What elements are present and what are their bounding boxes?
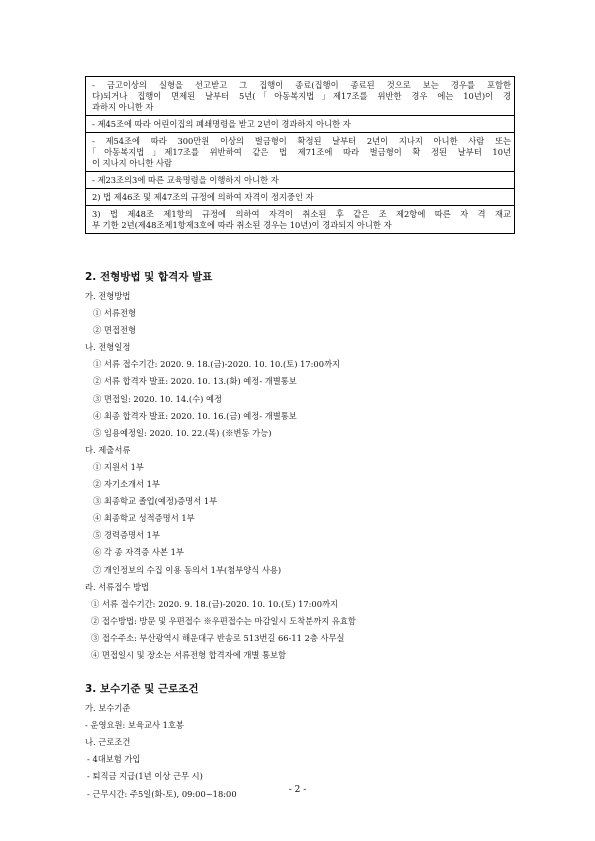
- box-item: [86, 77, 514, 116]
- list-item: ① 지원서 1부: [93, 461, 144, 472]
- section-2-a-title: 가. 전형방법: [85, 291, 131, 301]
- list-item: - 4대보험 가입: [87, 754, 141, 765]
- list-item: - 운영요원: 보육교사 1호봉: [85, 720, 184, 731]
- section-2-title: 2. 전형방법 및 합격자 발표: [85, 271, 213, 283]
- list-item: ④ 면접일시 및 장소는 서류전형 합격자에 개별 통보함: [91, 649, 287, 660]
- list-item: ⑦ 개인정보의 수집 이용 동의서 1부(첨부양식 사용): [93, 564, 282, 575]
- box-item: [86, 189, 514, 206]
- box-text: 3) 법 제48조 제1항의 규정에 의하여 자격이 취소된 후 같은 조 제2항에 따른 자 격 재교: [92, 209, 511, 219]
- list-item: ① 서류 접수기간: 2020. 9. 18.(금)-2020. 10. 10.(토) 17:00까지: [91, 598, 339, 609]
- list-item: ② 접수방법: 방문 및 우편접수 ※우편접수는 마감일시 도착분까지 유효함: [91, 615, 356, 626]
- box-text: - 제23조의3에 따른 교육명령을 이행하지 아니한 자: [92, 175, 279, 185]
- list-item: ⑤ 경력증명서 1부: [93, 530, 160, 541]
- list-item: ① 서류 접수기간: 2020. 9. 18.(금)-2020. 10. 10.(토) 17:00까지: [93, 359, 341, 370]
- box-item: [86, 206, 514, 233]
- list-item: ③ 최종학교 졸업(예정)증명서 1부: [93, 496, 218, 507]
- list-item: ③ 면접일: 2020. 10. 14.(수) 예정: [93, 393, 222, 404]
- section-3-title: 3. 보수기준 및 근로조건: [85, 683, 199, 696]
- section-2-d-title: 라. 서류접수 방법: [85, 581, 150, 592]
- list-item: - 근무시간: 주5일(화-토), 09:00~18:00: [87, 788, 237, 799]
- box-text: 다)되거나 집행이 면제된 날부터 5년(｢아동복지법｣제17조를 위반한 경우 에는 10년)이 경: [92, 91, 511, 101]
- box-text: - 제54조에 따라 300만원 이상의 벌금형이 확정된 날부터 2년이 지나지 아니한 사람 또는: [92, 136, 511, 146]
- box-text: 이 지나지 아니한 사람: [92, 158, 173, 168]
- box-text: ｢아동복지법｣제17조를 위반하여 같은 법 제71조에 따라 벌금형이 확 정된 날부터 10년: [92, 147, 511, 157]
- box-text: - 제45조에 따라 어린이집의 폐쇄명령을 받고 2년이 경과하지 아니한 자: [92, 119, 351, 129]
- box-text: 2) 법 제46조 및 제47조의 규정에 의하여 자격이 정지중인 자: [92, 192, 314, 202]
- main-content: [85, 270, 515, 803]
- list-item: ④ 최종 합격자 발표: 2020. 10. 16.(금) 예정- 개별통보: [93, 410, 297, 421]
- list-item: ④ 최종학교 성적증명서 1부: [93, 513, 195, 524]
- list-item: ⑥ 각 종 자격증 사본 1부: [93, 547, 184, 558]
- list-item: ② 자기소개서 1부: [93, 479, 160, 490]
- box-item: [86, 116, 514, 133]
- section-3-a-title: 가. 보수기준: [85, 703, 131, 714]
- box-text: 과하지 아니한 자: [92, 102, 154, 112]
- section-3-b-title: 나. 근로조건: [85, 737, 131, 748]
- list-item: - 퇴직금 지급(1년 이상 근무 시): [87, 771, 203, 782]
- box-text: - 금고이상의 실형을 선고받고 그 집행이 종료(집행이 종료된 것으로 보는 경우를 포함한: [92, 80, 511, 90]
- list-item: ⑤ 임용예정일: 2020. 10. 22.(목) (※변동 가능): [93, 427, 272, 438]
- list-item: ② 서류 합격자 발표: 2020. 10. 13.(화) 예정- 개별통보: [93, 376, 297, 387]
- box-text: 부 기한 2년(제48조제1항제3호에 따라 취소된 경우는 10년)이 경과되지 아니한 자: [92, 220, 392, 230]
- page-number: - 2 -: [288, 785, 307, 795]
- section-2-c-title: 다. 제출서류: [85, 444, 131, 455]
- box-item: [86, 172, 514, 189]
- list-item: ③ 접수주소: 부산광역시 해운대구 반송로 513번길 66-11 2층 사무실: [91, 632, 345, 643]
- list-item: ① 서류전형: [93, 308, 136, 319]
- list-item: ② 면접전형: [93, 325, 136, 336]
- section-2-b-title: 나. 전형일정: [85, 342, 131, 353]
- box-item: [86, 133, 514, 172]
- disqualification-box: [85, 76, 515, 234]
